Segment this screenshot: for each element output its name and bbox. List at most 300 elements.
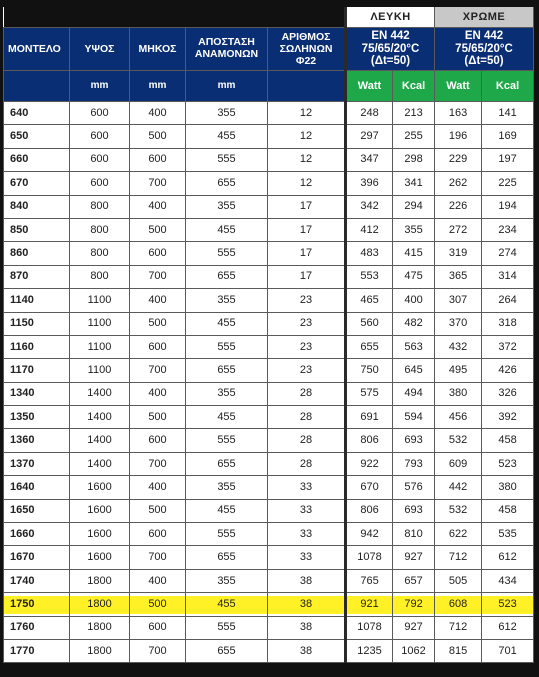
cell-chrome-watt-text: 307 [448, 293, 468, 306]
cell-model [4, 523, 70, 546]
cell-white-watt [346, 593, 393, 616]
cell-distance-text: 655 [217, 363, 236, 376]
cell-white-watt [346, 476, 393, 499]
cell-length-text: 400 [148, 293, 167, 306]
cell-tubes-text: 28 [299, 410, 313, 423]
cell-white-watt-text: 396 [360, 176, 379, 189]
cell-distance [186, 406, 268, 429]
cell-white-kcal [393, 335, 435, 358]
cell-white-kcal [393, 312, 435, 335]
cell-height [70, 429, 130, 452]
header-row-columns [4, 28, 534, 71]
cell-height-text: 800 [90, 270, 109, 283]
cell-white-kcal-text: 213 [404, 106, 423, 119]
cell-chrome-watt-text: 532 [448, 504, 468, 517]
cell-chrome-watt [435, 312, 482, 335]
cell-white-kcal [393, 569, 435, 592]
cell-distance-text: 455 [217, 504, 236, 517]
cell-white-watt [346, 172, 393, 195]
cell-distance [186, 195, 268, 218]
cell-white-kcal [393, 382, 435, 405]
table-row [4, 195, 534, 218]
cell-chrome-watt-text: 609 [448, 457, 468, 470]
cell-model-text: 1370 [10, 457, 35, 470]
cell-white-watt [346, 242, 393, 265]
cell-chrome-watt [435, 499, 482, 522]
cell-white-watt-text: 750 [360, 363, 379, 376]
cell-distance-text: 455 [217, 317, 236, 330]
cell-chrome-kcal-text: 372 [498, 340, 517, 353]
cell-white-watt-text: 921 [360, 597, 379, 610]
table-row [4, 499, 534, 522]
cell-distance-text: 355 [217, 293, 236, 306]
cell-distance [186, 265, 268, 288]
cell-model-text: 870 [10, 270, 29, 283]
cell-white-kcal-text: 400 [404, 293, 423, 306]
table-row [4, 172, 534, 195]
header-row-units [4, 71, 534, 102]
cell-white-watt-text: 465 [360, 293, 379, 306]
cell-white-kcal-text: 793 [404, 457, 423, 470]
cell-length-text: 700 [148, 176, 167, 189]
cell-height-text: 800 [90, 200, 109, 213]
cell-chrome-kcal [482, 499, 534, 522]
cell-chrome-kcal [482, 265, 534, 288]
cell-chrome-kcal [482, 452, 534, 475]
cell-white-kcal [393, 218, 435, 241]
cell-tubes-text: 33 [299, 504, 313, 517]
cell-height [70, 102, 130, 125]
cell-chrome-kcal [482, 102, 534, 125]
cell-white-kcal-text: 927 [404, 621, 423, 634]
cell-length [130, 523, 186, 546]
cell-tubes-text: 23 [299, 363, 313, 376]
cell-height [70, 335, 130, 358]
cell-length [130, 639, 186, 662]
cell-tubes [268, 499, 346, 522]
cell-chrome-watt [435, 429, 482, 452]
cell-white-watt [346, 102, 393, 125]
cell-white-kcal-text: 594 [404, 410, 423, 423]
cell-white-watt [346, 195, 393, 218]
cell-chrome-watt-text: 815 [448, 644, 468, 657]
cell-chrome-watt [435, 148, 482, 171]
cell-distance [186, 148, 268, 171]
cell-height [70, 523, 130, 546]
cell-tubes [268, 452, 346, 475]
table-row [4, 148, 534, 171]
cell-height-text: 1600 [87, 504, 112, 517]
cell-chrome-watt-text: 226 [448, 200, 468, 213]
cell-distance [186, 172, 268, 195]
cell-length-text: 400 [148, 387, 167, 400]
cell-white-watt [346, 125, 393, 148]
white-en-line3: (Δt=50) [370, 55, 411, 68]
cell-length [130, 569, 186, 592]
cell-distance [186, 335, 268, 358]
table-row [4, 289, 534, 312]
cell-white-watt [346, 569, 393, 592]
cell-tubes [268, 125, 346, 148]
cell-chrome-watt-text: 229 [448, 153, 468, 166]
cell-white-kcal [393, 593, 435, 616]
cell-model [4, 476, 70, 499]
cell-model-text: 1360 [10, 434, 35, 447]
cell-tubes-text: 17 [299, 200, 313, 213]
cell-distance-text: 355 [217, 387, 236, 400]
cell-chrome-kcal-text: 225 [498, 176, 517, 189]
cell-model-text: 1760 [10, 621, 35, 634]
cell-distance-text: 555 [217, 434, 236, 447]
cell-distance-text: 455 [217, 130, 236, 143]
cell-length [130, 546, 186, 569]
cell-tubes [268, 359, 346, 382]
cell-length-text: 500 [148, 597, 167, 610]
cell-distance [186, 429, 268, 452]
cell-white-kcal-text: 563 [404, 340, 423, 353]
cell-model [4, 265, 70, 288]
cell-length-text: 600 [148, 247, 167, 260]
cell-tubes-text: 33 [299, 551, 313, 564]
cell-chrome-watt [435, 593, 482, 616]
cell-height [70, 639, 130, 662]
cell-distance-text: 455 [217, 410, 236, 423]
cell-white-watt-text: 342 [360, 200, 379, 213]
cell-length-text: 600 [148, 527, 167, 540]
cell-height [70, 382, 130, 405]
cell-chrome-watt [435, 546, 482, 569]
cell-chrome-kcal-text: 458 [498, 504, 517, 517]
cell-white-watt-text: 483 [360, 247, 379, 260]
cell-white-kcal-text: 494 [404, 387, 423, 400]
cell-height [70, 476, 130, 499]
cell-white-kcal-text: 355 [404, 223, 423, 236]
cell-chrome-watt-text: 712 [448, 551, 468, 564]
unit-white-watt: Watt [346, 71, 393, 102]
cell-height-text: 1100 [87, 293, 112, 306]
cell-tubes-text: 23 [299, 293, 313, 306]
cell-tubes-text: 28 [299, 434, 313, 447]
cell-chrome-watt [435, 639, 482, 662]
cell-model [4, 125, 70, 148]
cell-chrome-watt-text: 712 [448, 621, 468, 634]
cell-height-text: 1600 [87, 551, 112, 564]
cell-model-text: 1170 [10, 363, 34, 376]
cell-white-kcal [393, 195, 435, 218]
cell-tubes [268, 616, 346, 639]
cell-chrome-kcal [482, 616, 534, 639]
cell-model [4, 359, 70, 382]
cell-length [130, 616, 186, 639]
cell-distance [186, 359, 268, 382]
table-row [4, 242, 534, 265]
cell-chrome-kcal [482, 195, 534, 218]
cell-chrome-watt-text: 495 [448, 363, 468, 376]
cell-chrome-watt-text: 262 [448, 176, 468, 189]
cell-length [130, 172, 186, 195]
cell-height-text: 1600 [87, 480, 112, 493]
cell-length-text: 400 [148, 574, 167, 587]
cell-distance [186, 312, 268, 335]
cell-chrome-kcal-text: 264 [498, 293, 517, 306]
cell-distance [186, 218, 268, 241]
cell-model-text: 1750 [10, 597, 35, 610]
cell-model [4, 195, 70, 218]
cell-white-kcal-text: 693 [404, 504, 423, 517]
cell-length [130, 452, 186, 475]
cell-model [4, 172, 70, 195]
cell-distance-text: 355 [217, 574, 236, 587]
cell-chrome-watt [435, 289, 482, 312]
table-row [4, 359, 534, 382]
cell-tubes [268, 335, 346, 358]
cell-chrome-kcal-text: 234 [498, 223, 517, 236]
cell-height [70, 195, 130, 218]
cell-model-text: 850 [10, 223, 29, 236]
cell-distance [186, 289, 268, 312]
cell-chrome-kcal-text: 141 [498, 106, 517, 119]
cell-model [4, 593, 70, 616]
cell-chrome-watt [435, 616, 482, 639]
cell-height [70, 242, 130, 265]
cell-white-kcal [393, 429, 435, 452]
cell-chrome-kcal [482, 218, 534, 241]
cell-tubes-text: 17 [299, 247, 313, 260]
cell-model [4, 382, 70, 405]
cell-white-watt-text: 806 [360, 434, 379, 447]
col-tubes-line3: Φ22 [295, 55, 317, 68]
cell-chrome-kcal-text: 274 [498, 247, 517, 260]
table-row [4, 429, 534, 452]
cell-white-kcal-text: 927 [404, 551, 423, 564]
cell-chrome-kcal [482, 148, 534, 171]
cell-height-text: 1400 [87, 457, 112, 470]
cell-distance [186, 125, 268, 148]
cell-white-watt-text: 942 [360, 527, 379, 540]
cell-length-text: 500 [148, 130, 167, 143]
cell-white-watt-text: 691 [360, 410, 379, 423]
cell-tubes-text: 23 [299, 340, 313, 353]
cell-length [130, 593, 186, 616]
cell-white-kcal-text: 341 [404, 176, 423, 189]
table-row [4, 569, 534, 592]
cell-tubes-text: 17 [299, 223, 313, 236]
cell-chrome-watt [435, 102, 482, 125]
cell-distance [186, 546, 268, 569]
cell-white-watt-text: 560 [360, 317, 379, 330]
table-row [4, 406, 534, 429]
cell-white-watt-text: 1078 [357, 551, 382, 564]
unit-length: mm [130, 71, 186, 102]
cell-length-text: 500 [148, 317, 167, 330]
cell-model [4, 102, 70, 125]
cell-height [70, 312, 130, 335]
cell-chrome-kcal [482, 125, 534, 148]
cell-white-kcal [393, 102, 435, 125]
cell-height [70, 148, 130, 171]
cell-height [70, 265, 130, 288]
cell-chrome-kcal-text: 434 [498, 574, 517, 587]
cell-model-text: 670 [10, 176, 29, 189]
cell-chrome-kcal-text: 701 [498, 644, 517, 657]
cell-tubes [268, 523, 346, 546]
cell-chrome-watt-text: 196 [448, 130, 468, 143]
cell-white-watt-text: 806 [360, 504, 379, 517]
cell-white-kcal [393, 359, 435, 382]
cell-length-text: 500 [148, 504, 167, 517]
cell-model-text: 840 [10, 200, 29, 213]
cell-distance-text: 655 [217, 457, 236, 470]
cell-length [130, 312, 186, 335]
cell-chrome-kcal-text: 318 [498, 317, 517, 330]
cell-distance [186, 593, 268, 616]
cell-length [130, 476, 186, 499]
finish-chrome-header: ΧΡΩΜΕ [435, 7, 534, 28]
cell-white-watt-text: 412 [360, 223, 379, 236]
cell-white-kcal [393, 289, 435, 312]
cell-tubes-text: 12 [299, 153, 313, 166]
cell-distance-text: 555 [217, 527, 236, 540]
cell-white-kcal-text: 693 [404, 434, 423, 447]
cell-chrome-kcal [482, 569, 534, 592]
cell-tubes [268, 569, 346, 592]
cell-white-watt-text: 1235 [357, 644, 382, 657]
table-row-highlighted [4, 593, 534, 616]
cell-chrome-kcal [482, 335, 534, 358]
cell-white-watt-text: 347 [360, 153, 379, 166]
cell-chrome-kcal [482, 359, 534, 382]
cell-chrome-kcal-text: 169 [498, 130, 517, 143]
cell-white-kcal-text: 294 [404, 200, 423, 213]
cell-white-kcal [393, 406, 435, 429]
cell-distance-text: 355 [217, 106, 236, 119]
cell-white-watt [346, 639, 393, 662]
table-row [4, 523, 534, 546]
cell-distance [186, 382, 268, 405]
cell-white-watt-text: 670 [360, 480, 379, 493]
cell-length-text: 400 [148, 106, 167, 119]
cell-white-watt-text: 655 [360, 340, 379, 353]
cell-model-text: 1150 [10, 317, 34, 330]
cell-distance [186, 102, 268, 125]
cell-white-kcal-text: 482 [404, 317, 423, 330]
cell-length [130, 499, 186, 522]
cell-distance-text: 455 [217, 597, 236, 610]
cell-tubes-text: 12 [299, 106, 313, 119]
cell-length-text: 700 [148, 551, 167, 564]
cell-white-watt-text: 248 [360, 106, 379, 119]
unit-tubes [268, 71, 346, 102]
cell-height [70, 359, 130, 382]
cell-white-kcal [393, 499, 435, 522]
cell-height [70, 289, 130, 312]
cell-chrome-watt [435, 265, 482, 288]
cell-model-text: 1350 [10, 410, 35, 423]
cell-model-text: 1670 [10, 551, 35, 564]
cell-model [4, 429, 70, 452]
table-row [4, 312, 534, 335]
table-row [4, 335, 534, 358]
cell-tubes [268, 265, 346, 288]
cell-tubes [268, 429, 346, 452]
cell-white-watt-text: 765 [360, 574, 379, 587]
unit-model [4, 71, 70, 102]
col-height-header: ΥΨΟΣ [70, 28, 130, 71]
cell-model [4, 546, 70, 569]
cell-tubes [268, 218, 346, 241]
cell-distance-text: 555 [217, 153, 236, 166]
cell-chrome-watt-text: 370 [448, 317, 468, 330]
cell-distance-text: 655 [217, 176, 236, 189]
cell-chrome-watt [435, 452, 482, 475]
cell-chrome-watt-text: 608 [448, 597, 468, 610]
cell-white-watt [346, 382, 393, 405]
cell-chrome-watt [435, 195, 482, 218]
cell-distance-text: 555 [217, 247, 236, 260]
col-distance-header: ΑΠΟΣΤΑΣΗ ΑΝΑΜΟΝΩΝ [186, 28, 268, 71]
cell-length-text: 600 [148, 153, 167, 166]
cell-length [130, 429, 186, 452]
cell-white-watt [346, 312, 393, 335]
table-body [4, 102, 534, 663]
cell-tubes [268, 102, 346, 125]
cell-height-text: 600 [90, 176, 109, 189]
cell-chrome-kcal-text: 535 [498, 527, 517, 540]
cell-height-text: 1800 [87, 597, 112, 610]
cell-tubes [268, 546, 346, 569]
cell-distance-text: 655 [217, 551, 236, 564]
cell-tubes [268, 242, 346, 265]
cell-tubes-text: 38 [299, 644, 313, 657]
cell-length [130, 406, 186, 429]
cell-length [130, 218, 186, 241]
cell-chrome-kcal-text: 458 [498, 434, 517, 447]
cell-white-kcal [393, 452, 435, 475]
cell-white-kcal-text: 475 [404, 270, 423, 283]
cell-model [4, 639, 70, 662]
cell-chrome-kcal [482, 593, 534, 616]
cell-white-watt-text: 1078 [357, 621, 382, 634]
cell-tubes-text: 12 [299, 130, 313, 143]
cell-distance [186, 242, 268, 265]
cell-height-text: 1100 [87, 340, 112, 353]
cell-chrome-watt-text: 432 [448, 340, 468, 353]
cell-white-kcal [393, 265, 435, 288]
unit-chrome-kcal: Kcal [482, 71, 534, 102]
cell-model-text: 1770 [10, 644, 35, 657]
chrome-en-line1: EN 442 [464, 29, 504, 42]
cell-model-text: 860 [10, 247, 29, 260]
chrome-en442-header [435, 28, 534, 71]
cell-distance [186, 476, 268, 499]
header-row-finish [4, 7, 534, 28]
cell-height-text: 600 [90, 153, 109, 166]
cell-chrome-kcal-text: 426 [498, 363, 517, 376]
cell-white-kcal [393, 546, 435, 569]
cell-tubes [268, 639, 346, 662]
cell-length [130, 289, 186, 312]
cell-distance [186, 639, 268, 662]
cell-tubes-text: 28 [299, 387, 313, 400]
table-row [4, 102, 534, 125]
cell-distance-text: 655 [217, 270, 236, 283]
cell-white-kcal [393, 172, 435, 195]
cell-chrome-watt [435, 218, 482, 241]
table-row [4, 125, 534, 148]
cell-height-text: 800 [90, 223, 109, 236]
cell-chrome-watt [435, 335, 482, 358]
cell-white-watt [346, 406, 393, 429]
